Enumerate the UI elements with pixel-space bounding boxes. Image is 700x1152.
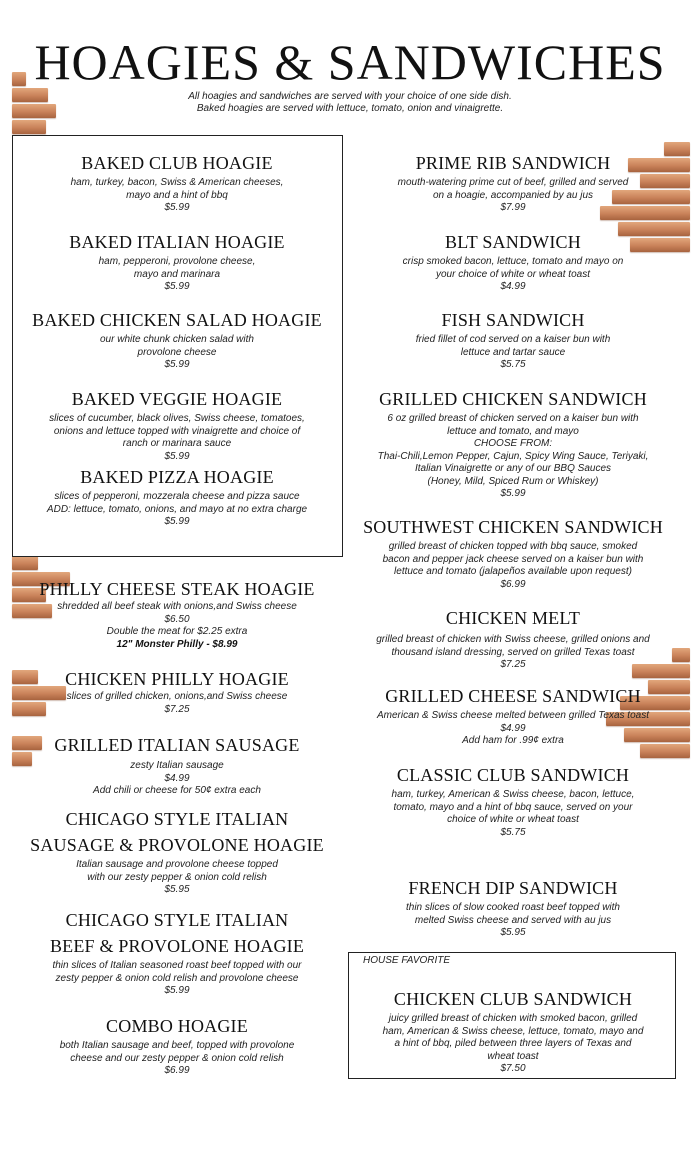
item-desc: Italian sausage and provolone cheese topped with our zesty pepper & onion cold relish	[76, 859, 278, 883]
item-desc: zesty Italian sausage	[130, 760, 224, 771]
item-desc: ham, pepperoni, provolone cheese, mayo and marinara	[98, 256, 256, 280]
menu-item-philly-cheese-steak-hoagie	[12, 578, 342, 651]
item-extra: Add chili or cheese for 50¢ extra each	[93, 785, 261, 796]
item-price: $6.50	[164, 613, 190, 625]
item-desc: thin slices of slow cooked roast beef topped with melted Swiss cheese and served with au jus	[405, 902, 620, 926]
item-name: CHICAGO STYLE ITALIAN	[65, 910, 289, 930]
item-desc: slices of cucumber, black olives, Swiss cheese, tomatoes, onions and lettuce topped with vinaigrette and choice of ranch or marinara sauce	[49, 413, 305, 449]
item-price: $6.99	[500, 578, 526, 590]
item-price: $4.99	[164, 772, 190, 784]
item-price: $4.99	[500, 281, 526, 292]
menu-item-chicken-club-sandwich	[348, 988, 678, 1076]
item-desc: grilled breast of chicken with Swiss cheese, grilled onions and thousand island dressing, served on grilled Texas toast	[376, 634, 650, 658]
item-name: COMBO HOAGIE	[106, 1016, 248, 1036]
menu-item-grilled-cheese-sandwich	[348, 685, 678, 748]
item-name: PRIME RIB SANDWICH	[415, 153, 611, 173]
item-desc: thin slices of Italian seasoned roast beef topped with our zesty pepper & onion cold relish and provolone cheese	[52, 960, 302, 984]
menu-item-fish-sandwich	[348, 309, 678, 372]
item-desc: 6 oz grilled breast of chicken served on a kaiser bun with lettuce and tomato, and mayo CHOOSE FROM: Thai-Chili,Lemon Pepper, Cajun, Spicy Wing Sauce, Teriyaki, Italian Vinaigrette or any of our BBQ Sauces (Honey, Mild, Spiced Rum or Whiskey)	[377, 413, 649, 487]
item-desc: ham, turkey, bacon, Swiss & American cheeses, mayo and a hint of bbq	[70, 177, 284, 201]
menu-item-chicken-philly-hoagie	[12, 668, 342, 716]
item-name: BAKED ITALIAN HOAGIE	[69, 232, 285, 252]
item-name: SOUTHWEST CHICKEN SANDWICH	[363, 517, 663, 537]
item-name: PHILLY CHEESE STEAK HOAGIE	[39, 579, 315, 599]
item-desc: juicy grilled breast of chicken with smoked bacon, grilled ham, American & Swiss cheese, lettuce, tomato, mayo and a hint of bbq, piled between three layers of Texas and wheat toast	[382, 1013, 644, 1062]
item-name: FISH SANDWICH	[441, 310, 585, 330]
item-name: CHICKEN PHILLY HOAGIE	[65, 669, 289, 689]
item-price: $5.99	[164, 516, 190, 527]
menu-item-classic-club-sandwich	[348, 764, 678, 839]
item-desc: slices of pepperoni, mozzerala cheese and pizza sauce ADD: lettuce, tomato, onions, and mayo at no extra charge	[46, 491, 308, 515]
item-price: $4.99	[500, 722, 526, 734]
item-desc: crisp smoked bacon, lettuce, tomato and mayo on your choice of white or wheat toast	[402, 256, 624, 280]
item-desc: American & Swiss cheese melted between grilled Texas toast	[377, 710, 649, 721]
item-price: $5.99	[164, 985, 190, 996]
item-price: $5.95	[500, 927, 526, 938]
item-name: BAKED CHICKEN SALAD HOAGIE	[32, 310, 322, 330]
menu-item-french-dip-sandwich	[348, 877, 678, 940]
item-name: GRILLED CHEESE SANDWICH	[385, 686, 641, 706]
item-name: BAKED PIZZA HOAGIE	[80, 467, 274, 487]
item-price: $7.99	[500, 202, 526, 213]
item-name: BAKED CLUB HOAGIE	[81, 153, 273, 173]
item-name-line-2: SAUSAGE & PROVOLONE HOAGIE	[30, 835, 324, 855]
item-price: $5.99	[164, 450, 190, 462]
item-desc: mouth-watering prime cut of beef, grilled and served on a hoagie, accompanied by au jus	[397, 177, 629, 201]
item-name: BAKED VEGGIE HOAGIE	[71, 389, 283, 409]
menu-item-baked-chicken-salad-hoagie	[12, 309, 342, 372]
item-price: $5.99	[164, 359, 190, 370]
item-name: CHICAGO STYLE ITALIAN	[65, 809, 289, 829]
item-name-line-2: BEEF & PROVOLONE HOAGIE	[49, 936, 305, 956]
menu-item-baked-pizza-hoagie	[12, 466, 342, 529]
item-price: $5.75	[500, 359, 526, 370]
menu-item-combo-hoagie	[12, 1015, 342, 1078]
item-price: $5.99	[164, 202, 190, 213]
item-name: CHICKEN MELT	[445, 608, 581, 628]
house-favorite-label: HOUSE FAVORITE	[363, 955, 451, 966]
item-price: $7.25	[164, 703, 190, 715]
menu-item-baked-italian-hoagie	[12, 231, 342, 294]
menu-item-grilled-chicken-sandwich	[348, 388, 678, 501]
menu-item-prime-rib-sandwich	[348, 152, 678, 215]
item-price: $7.50	[500, 1063, 526, 1074]
item-desc: slices of grilled chicken, onions,and Swiss cheese	[66, 691, 288, 702]
menu-item-chicken-melt	[348, 607, 678, 672]
item-extra: Add ham for .99¢ extra	[462, 735, 564, 746]
item-price: $5.99	[164, 281, 190, 292]
subtitle-line-2: Baked hoagies are served with lettuce, tomato, onion and vinaigrette.	[196, 103, 504, 114]
page-title: HOAGIES & SANDWICHES	[34, 34, 666, 90]
item-name: BLT SANDWICH	[445, 232, 581, 252]
item-desc: grilled breast of chicken topped with bbq sauce, smoked bacon and pepper jack cheese served on a kaiser bun with lettuce and tomato (jalapeños available upon request)	[382, 541, 644, 577]
menu-item-blt-sandwich	[348, 231, 678, 294]
menu-item-baked-veggie-hoagie	[12, 388, 342, 463]
item-price: $5.95	[164, 884, 190, 895]
item-price: $6.99	[164, 1065, 190, 1076]
item-price: $5.75	[500, 826, 526, 838]
item-desc: our white chunk chicken salad with provolone cheese	[100, 334, 254, 358]
menu-item-chicago-beef-provolone-hoagie	[12, 909, 342, 998]
item-name: GRILLED CHICKEN SANDWICH	[379, 389, 647, 409]
item-desc: both Italian sausage and beef, topped with provolone cheese and our zesty pepper & onion cold relish	[59, 1040, 295, 1064]
item-desc: ham, turkey, American & Swiss cheese, bacon, lettuce, tomato, mayo and a hint of bbq sauce, served on your choice of white or wheat toast	[391, 789, 635, 825]
item-name: CLASSIC CLUB SANDWICH	[396, 765, 630, 785]
menu-item-southwest-chicken-sandwich	[348, 516, 678, 591]
menu-item-grilled-italian-sausage	[12, 734, 342, 798]
item-name: CHICKEN CLUB SANDWICH	[393, 989, 633, 1009]
item-price: $5.99	[500, 488, 526, 499]
item-name: GRILLED ITALIAN SAUSAGE	[54, 735, 300, 755]
item-desc: shredded all beef steak with onions,and Swiss cheese	[57, 601, 297, 612]
item-desc: fried fillet of cod served on a kaiser bun with lettuce and tartar sauce	[415, 334, 611, 358]
subtitle-line-1: All hoagies and sandwiches are served with your choice of one side dish.	[188, 91, 512, 102]
menu-item-chicago-sausage-provolone-hoagie	[12, 808, 342, 897]
item-price: $7.25	[500, 659, 526, 670]
item-extra: Double the meat for $2.25 extra	[106, 626, 248, 637]
menu-item-baked-club-hoagie	[12, 152, 342, 215]
item-extra-bold: 12" Monster Philly - $8.99	[116, 638, 238, 650]
item-name: FRENCH DIP SANDWICH	[408, 878, 618, 898]
